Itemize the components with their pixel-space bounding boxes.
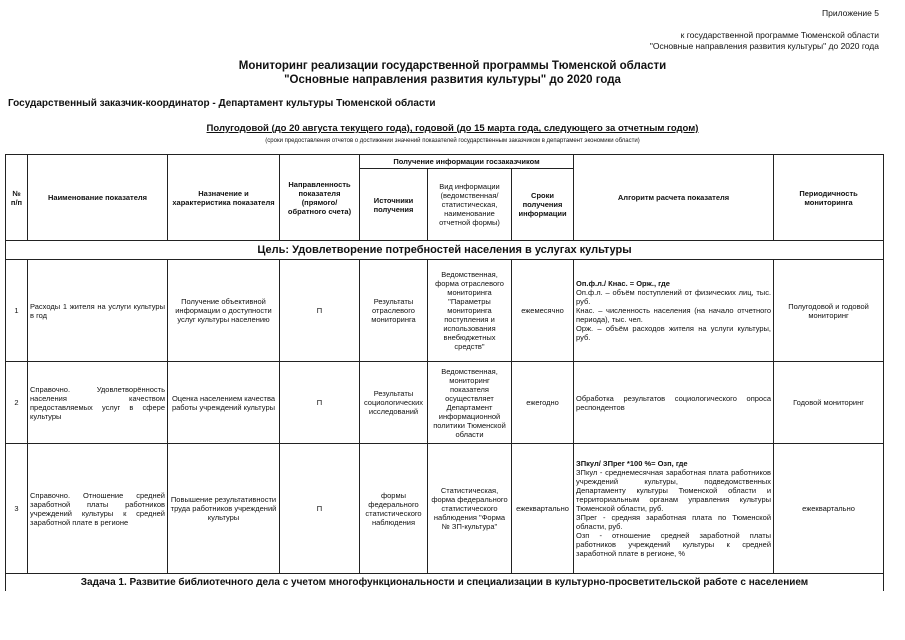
algorithm-line: Кнас. – численность населения (на начало отчетного периода), тыс. чел. bbox=[576, 306, 772, 324]
monitoring-table bbox=[5, 154, 884, 591]
page-title-line2: "Основные направления развития культуры" до 2020 года bbox=[284, 74, 621, 86]
row-terms: ежеквартально bbox=[512, 444, 574, 574]
program-reference-line2: "Основные направления развития культуры" до 2020 года bbox=[649, 41, 879, 51]
row-sources: формы федерального статистического наблюдения bbox=[360, 444, 428, 574]
table-row bbox=[6, 362, 884, 444]
program-reference-line1: к государственной программе Тюменской области bbox=[680, 30, 879, 40]
row-direction: П bbox=[280, 362, 360, 444]
row-direction: П bbox=[280, 260, 360, 362]
row-direction: П bbox=[280, 444, 360, 574]
program-reference bbox=[650, 30, 879, 52]
row-terms: ежегодно bbox=[512, 362, 574, 444]
page-title-line1: Мониторинг реализации государственной программы Тюменской области bbox=[238, 60, 667, 72]
row-num: 2 bbox=[6, 362, 28, 444]
header-algorithm: Алгоритм расчета показателя bbox=[574, 155, 774, 241]
row-algorithm: Обработка результатов социологического опроса респондентов bbox=[574, 362, 774, 444]
row-name: Справочно. Удовлетворённость населения качеством предоставляемых услуг в сфере культуры bbox=[28, 362, 168, 444]
algorithm-formula: Оп.ф.л./ Кнас. = Орж., где bbox=[576, 279, 670, 288]
header-info-group: Получение информации госзаказчиком bbox=[360, 155, 574, 169]
reporting-period-note: (сроки предоставления отчетов о достижении значений показателей государственным заказчиком в департамент экономики области) bbox=[265, 138, 640, 144]
row-periodicity: Полугодовой и годовой мониторинг bbox=[774, 260, 884, 362]
row-periodicity: Годовой мониторинг bbox=[774, 362, 884, 444]
header-num: № п/п bbox=[6, 155, 28, 241]
algorithm-line: Орж. – объём расходов жителя на услуги культуры, руб. bbox=[576, 324, 772, 342]
algorithm-formula: ЗПкул/ ЗПрег *100 %= Озп, где bbox=[576, 459, 688, 468]
algorithm-line: ЗПрег - средняя заработная плата по Тюменской области, руб. bbox=[576, 513, 772, 531]
row-num: 3 bbox=[6, 444, 28, 574]
row-algorithm bbox=[574, 260, 774, 362]
row-purpose: Повышение результативности труда работников учреждений культуры bbox=[168, 444, 280, 574]
appendix-label: Приложение 5 bbox=[822, 8, 879, 18]
goal-row: Цель: Удовлетворение потребностей населения в услугах культуры bbox=[6, 241, 884, 260]
header-direction: Направленность показателя (прямого/ обратного счета) bbox=[280, 155, 360, 241]
row-sources: Результаты отраслевого мониторинга bbox=[360, 260, 428, 362]
row-info-type: Статистическая, форма федерального статистического наблюдения "Форма № ЗП-культура" bbox=[428, 444, 512, 574]
algorithm-line: Оп.ф.л. – объём поступлений от физических лиц, тыс. руб. bbox=[576, 288, 772, 306]
row-algorithm bbox=[574, 444, 774, 574]
algorithm-line: Озп - отношение средней заработной платы работников учреждений культуры к средней заработной плате в регионе, % bbox=[576, 531, 772, 558]
row-sources: Результаты социологических исследований bbox=[360, 362, 428, 444]
header-name: Наименование показателя bbox=[28, 155, 168, 241]
row-num: 1 bbox=[6, 260, 28, 362]
row-name: Расходы 1 жителя на услуги культуры в год bbox=[28, 260, 168, 362]
row-info-type: Ведомственная, мониторинг показателя осуществляет Департамент информационной политики Тюменской области bbox=[428, 362, 512, 444]
algorithm-line: ЗПкул - среднемесячная заработная плата работников учреждений культуры, подведомственных Департаменту культуры Тюменской области и территориальным органам управления культуры Тюменской области, руб. bbox=[576, 468, 772, 513]
table-row bbox=[6, 260, 884, 362]
customer-coordinator: Государственный заказчик-координатор - Департамент культуры Тюменской области bbox=[8, 98, 436, 109]
header-info-type: Вид информации (ведомственная/ статистическая, наименование отчетной формы) bbox=[428, 169, 512, 241]
reporting-period: Полугодовой (до 20 августа текущего года), годовой (до 15 марта года, следующего за отчетным годом) bbox=[206, 123, 699, 134]
header-sources: Источники получения bbox=[360, 169, 428, 241]
row-info-type: Ведомственная, форма отраслевого мониторинга "Параметры мониторинга поступления и использования внебюджетных средств" bbox=[428, 260, 512, 362]
row-purpose: Получение объективной информации о доступности услуг культуры населению bbox=[168, 260, 280, 362]
header-purpose: Назначение и характеристика показателя bbox=[168, 155, 280, 241]
header-terms: Сроки получения информации bbox=[512, 169, 574, 241]
row-terms: ежемесячно bbox=[512, 260, 574, 362]
row-periodicity: ежеквартально bbox=[774, 444, 884, 574]
row-purpose: Оценка населением качества работы учреждений культуры bbox=[168, 362, 280, 444]
table-row bbox=[6, 444, 884, 574]
row-name: Справочно. Отношение средней заработной платы работников учреждений культуры к средней заработной плате в регионе bbox=[28, 444, 168, 574]
header-periodicity: Периодичность мониторинга bbox=[774, 155, 884, 241]
task-row: Задача 1. Развитие библиотечного дела с учетом многофункциональности и специализации в культурно-просветительской работе с населением bbox=[6, 574, 884, 592]
